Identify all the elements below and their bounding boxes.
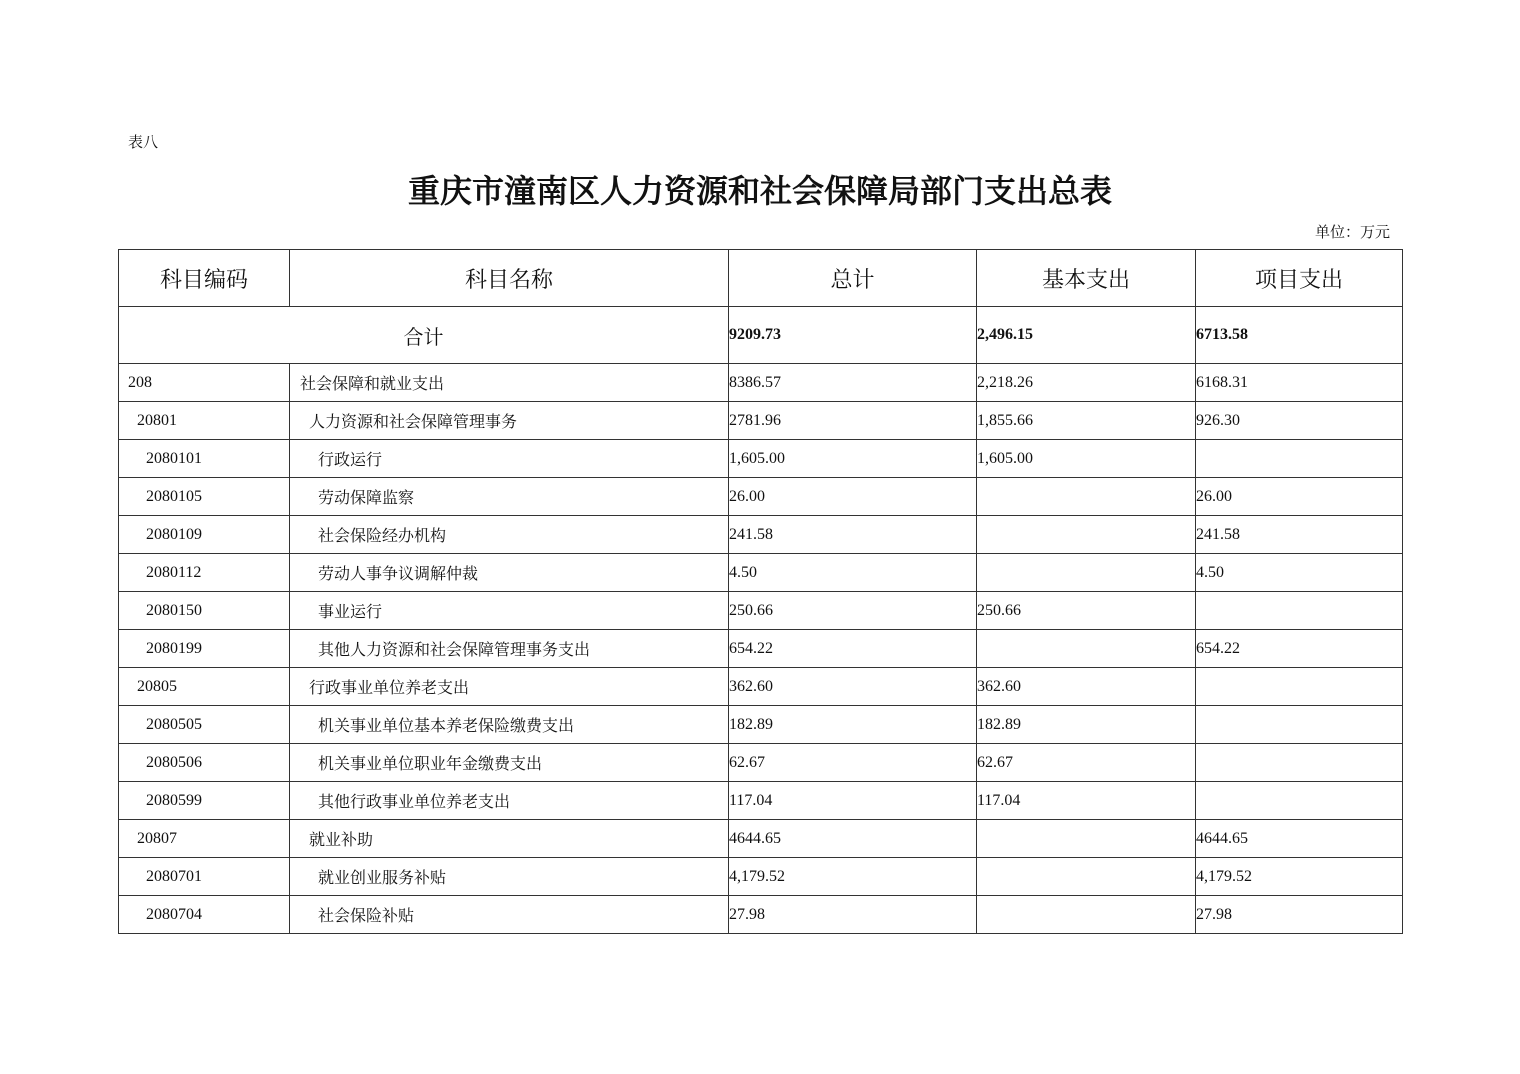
total-project: 6713.58: [1196, 307, 1403, 364]
project-expenditure-cell: [1196, 592, 1403, 630]
total-label: 合计: [119, 307, 729, 364]
total-cell: 2781.96: [729, 402, 977, 440]
total-cell: 26.00: [729, 478, 977, 516]
header-row: [119, 250, 1403, 307]
basic-expenditure-cell: 1,605.00: [977, 440, 1196, 478]
subject-code-cell: 2080112: [119, 554, 290, 592]
subject-code-cell: 208: [119, 364, 290, 402]
table-row: [119, 478, 1403, 516]
total-basic: 2,496.15: [977, 307, 1196, 364]
subject-code-cell: 2080109: [119, 516, 290, 554]
table-row: [119, 668, 1403, 706]
basic-expenditure-cell: [977, 516, 1196, 554]
project-expenditure-cell: 26.00: [1196, 478, 1403, 516]
subject-code-cell: 2080506: [119, 744, 290, 782]
header-basic-expenditure: 基本支出: [977, 250, 1196, 307]
project-expenditure-cell: 4,179.52: [1196, 858, 1403, 896]
table-row: [119, 782, 1403, 820]
total-cell: 8386.57: [729, 364, 977, 402]
header-total: 总计: [729, 250, 977, 307]
project-expenditure-cell: [1196, 668, 1403, 706]
table-row: [119, 706, 1403, 744]
project-expenditure-cell: [1196, 706, 1403, 744]
table-row: [119, 744, 1403, 782]
subject-code-cell: 2080701: [119, 858, 290, 896]
subject-name-cell: 其他行政事业单位养老支出: [290, 782, 729, 820]
total-cell: 4644.65: [729, 820, 977, 858]
table-row: [119, 820, 1403, 858]
subject-code-cell: 20801: [119, 402, 290, 440]
table-row: [119, 440, 1403, 478]
table-row: [119, 858, 1403, 896]
table-row: [119, 364, 1403, 402]
subject-code-cell: 2080599: [119, 782, 290, 820]
project-expenditure-cell: [1196, 782, 1403, 820]
table-row: [119, 516, 1403, 554]
subject-name-cell: 就业创业服务补贴: [290, 858, 729, 896]
subject-code-cell: 20805: [119, 668, 290, 706]
subject-code-cell: 2080101: [119, 440, 290, 478]
subject-name-cell: 劳动保障监察: [290, 478, 729, 516]
subject-name-cell: 事业运行: [290, 592, 729, 630]
total-cell: 117.04: [729, 782, 977, 820]
table-row: [119, 630, 1403, 668]
basic-expenditure-cell: [977, 478, 1196, 516]
total-cell: 1,605.00: [729, 440, 977, 478]
project-expenditure-cell: 926.30: [1196, 402, 1403, 440]
basic-expenditure-cell: [977, 858, 1196, 896]
unit-label: 单位：万元: [1314, 223, 1390, 241]
basic-expenditure-cell: [977, 630, 1196, 668]
subject-name-cell: 行政事业单位养老支出: [290, 668, 729, 706]
subject-name-cell: 机关事业单位基本养老保险缴费支出: [290, 706, 729, 744]
total-cell: 182.89: [729, 706, 977, 744]
table-row: [119, 554, 1403, 592]
basic-expenditure-cell: 62.67: [977, 744, 1196, 782]
expenditure-table: [118, 249, 1403, 934]
basic-expenditure-cell: [977, 820, 1196, 858]
basic-expenditure-cell: 2,218.26: [977, 364, 1196, 402]
subject-name-cell: 行政运行: [290, 440, 729, 478]
subject-name-cell: 社会保障和就业支出: [290, 364, 729, 402]
subject-code-cell: 2080704: [119, 896, 290, 934]
subject-name-cell: 机关事业单位职业年金缴费支出: [290, 744, 729, 782]
project-expenditure-cell: 6168.31: [1196, 364, 1403, 402]
subject-code-cell: 2080105: [119, 478, 290, 516]
project-expenditure-cell: [1196, 440, 1403, 478]
basic-expenditure-cell: 1,855.66: [977, 402, 1196, 440]
subject-name-cell: 就业补助: [290, 820, 729, 858]
project-expenditure-cell: 654.22: [1196, 630, 1403, 668]
basic-expenditure-cell: 117.04: [977, 782, 1196, 820]
subject-name-cell: 其他人力资源和社会保障管理事务支出: [290, 630, 729, 668]
subject-name-cell: 劳动人事争议调解仲裁: [290, 554, 729, 592]
basic-expenditure-cell: [977, 896, 1196, 934]
header-subject-code: 科目编码: [119, 250, 290, 307]
document-title: 重庆市潼南区人力资源和社会保障局部门支出总表: [407, 172, 1112, 210]
subject-name-cell: 社会保险补贴: [290, 896, 729, 934]
basic-expenditure-cell: 250.66: [977, 592, 1196, 630]
total-cell: 4.50: [729, 554, 977, 592]
subject-name-cell: 人力资源和社会保障管理事务: [290, 402, 729, 440]
total-cell: 241.58: [729, 516, 977, 554]
header-project-expenditure: 项目支出: [1196, 250, 1403, 307]
header-subject-name: 科目名称: [290, 250, 729, 307]
total-cell: 62.67: [729, 744, 977, 782]
project-expenditure-cell: 4644.65: [1196, 820, 1403, 858]
total-cell: 362.60: [729, 668, 977, 706]
basic-expenditure-cell: 362.60: [977, 668, 1196, 706]
subject-code-cell: 20807: [119, 820, 290, 858]
total-row: [119, 307, 1403, 364]
subject-code-cell: 2080199: [119, 630, 290, 668]
table-row: [119, 402, 1403, 440]
total-cell: 4,179.52: [729, 858, 977, 896]
basic-expenditure-cell: [977, 554, 1196, 592]
subject-code-cell: 2080150: [119, 592, 290, 630]
project-expenditure-cell: 4.50: [1196, 554, 1403, 592]
total-cell: 250.66: [729, 592, 977, 630]
table-row: [119, 896, 1403, 934]
project-expenditure-cell: 27.98: [1196, 896, 1403, 934]
table-number-label: 表八: [128, 133, 159, 151]
subject-code-cell: 2080505: [119, 706, 290, 744]
table-row: [119, 592, 1403, 630]
basic-expenditure-cell: 182.89: [977, 706, 1196, 744]
total-amount: 9209.73: [729, 307, 977, 364]
total-cell: 27.98: [729, 896, 977, 934]
total-cell: 654.22: [729, 630, 977, 668]
project-expenditure-cell: [1196, 744, 1403, 782]
subject-name-cell: 社会保险经办机构: [290, 516, 729, 554]
project-expenditure-cell: 241.58: [1196, 516, 1403, 554]
